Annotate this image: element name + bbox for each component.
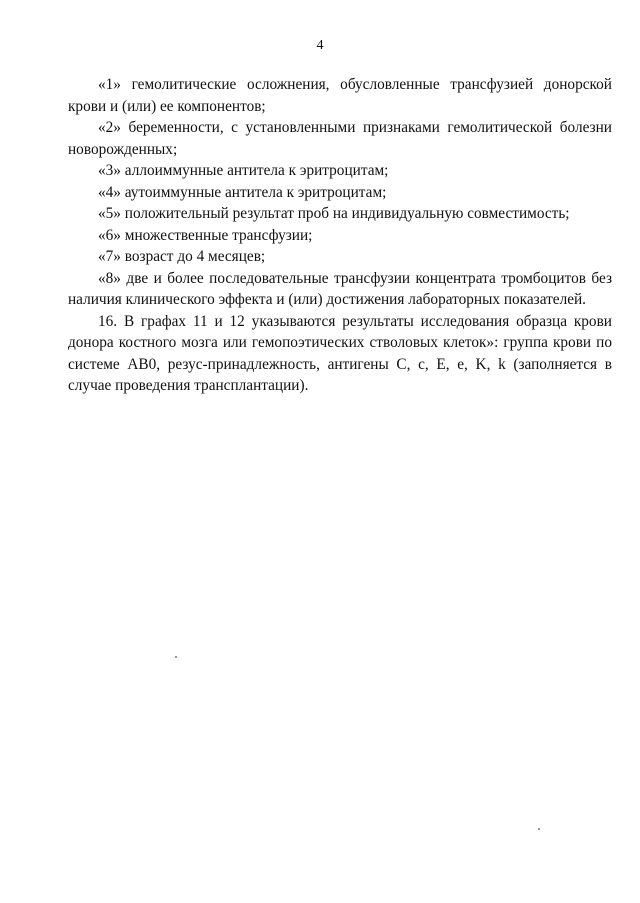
list-item-7: «7» возраст до 4 месяцев; [98, 248, 266, 265]
list-item-8: «8» две и более последовательные трансфузии концентрата тромбоцитов без наличия клинического эффекта и (или) достижения лабораторных показателей. [68, 269, 612, 308]
list-item-2: «2» беременности, с установленными признаками гемолитической болезни новорожденных; [68, 119, 612, 158]
list-item-5: «5» положительный результат проб на индивидуальную совместимость; [98, 205, 570, 222]
scan-speck [538, 828, 540, 830]
list-item-3: «3» аллоиммунные антитела к эритроцитам; [98, 162, 389, 179]
scan-speck [175, 656, 177, 658]
list-item-1: «1» гемолитические осложнения, обусловленные трансфузией донорской крови и (или) ее компонентов; [68, 76, 612, 115]
list-item-6: «6» множественные трансфузии; [98, 226, 313, 244]
page-number: 4 [316, 38, 324, 53]
list-item-4: «4» аутоиммунные антитела к эритроцитам; [98, 183, 387, 201]
document-body [68, 74, 612, 397]
paragraph-16: 16. В графах 11 и 12 указываются результаты исследования образца крови донора костного мозга или гемопоэтических стволовых клеток»: группа крови по системе АВ0, резус-принадлежность, антигены C, c, E, e, K, k (заполняется в случае проведения трансплантации). [68, 312, 612, 394]
